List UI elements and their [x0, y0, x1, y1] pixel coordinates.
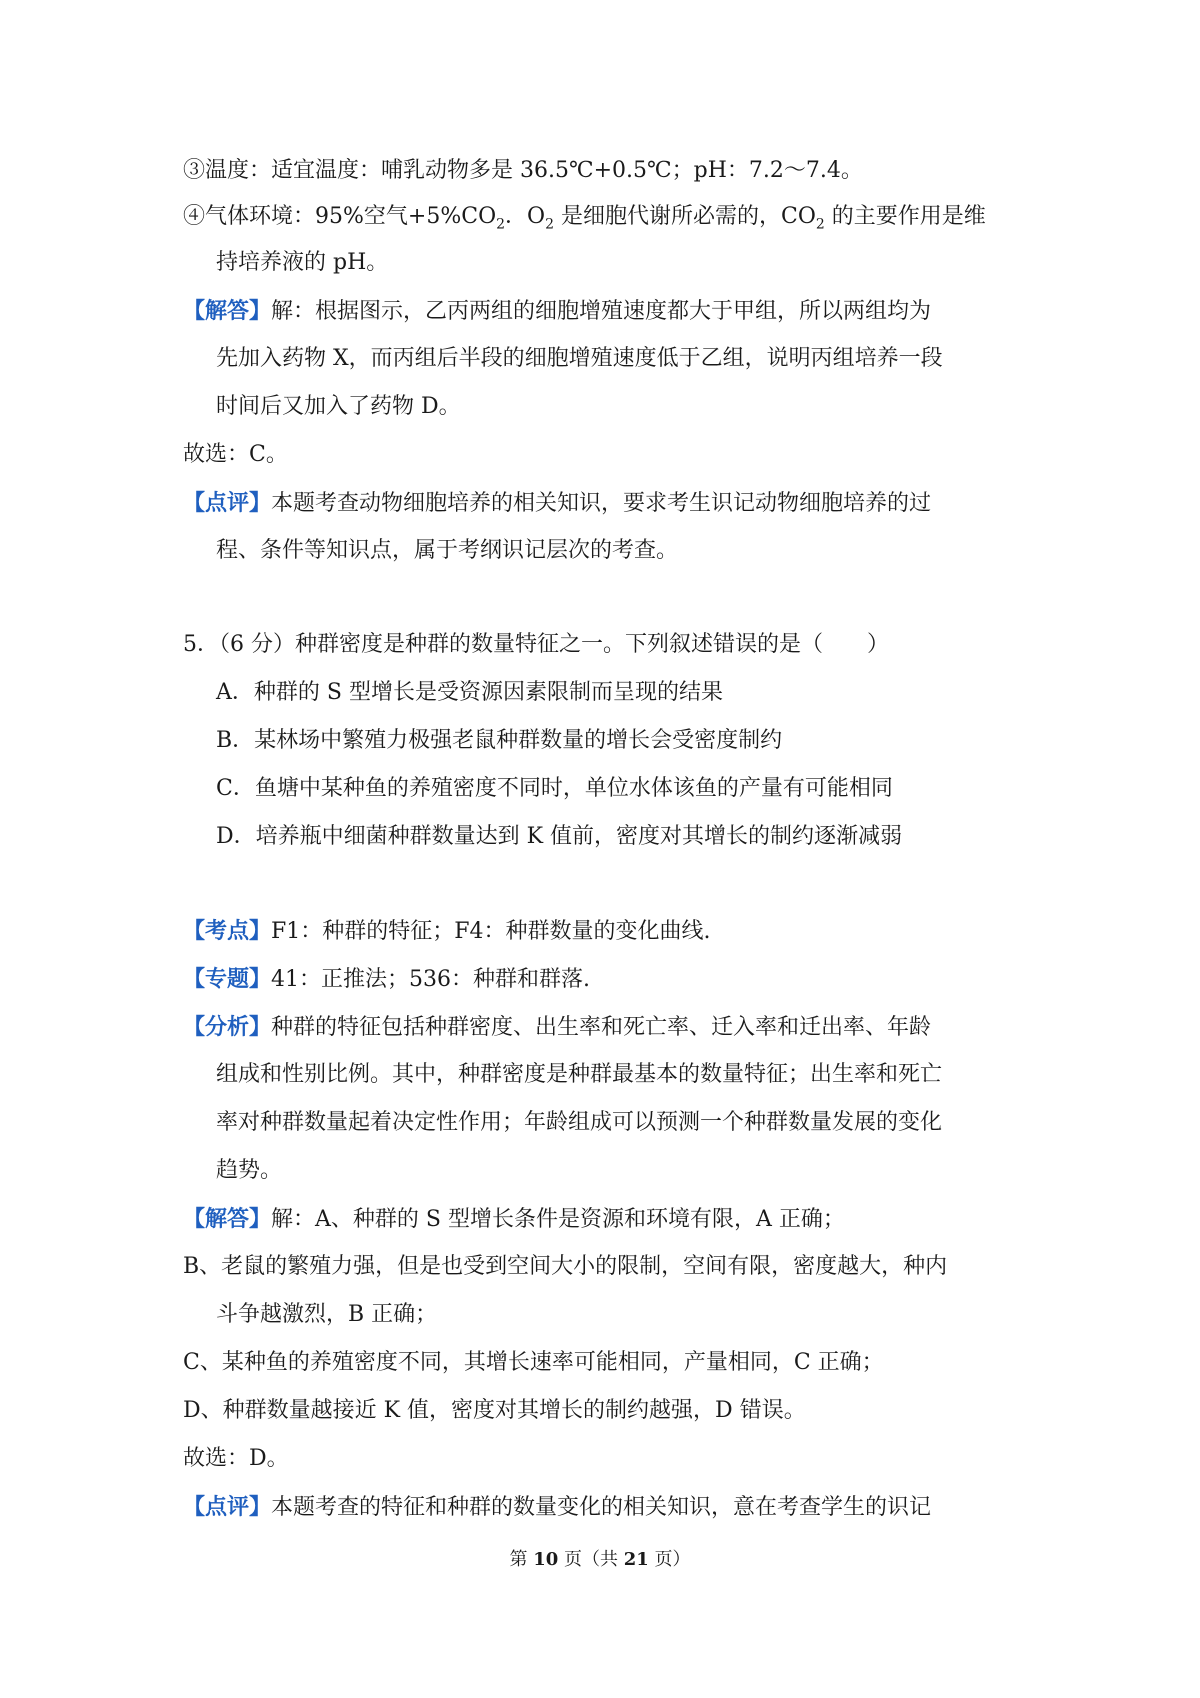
answer5-b1: B、老鼠的繁殖力强，但是也受到空间大小的限制，空间有限，密度越大，种内: [183, 1254, 948, 1279]
kaodian-text: F1：种群的特征；F4：种群数量的变化曲线.: [271, 919, 711, 944]
temperature-line: ③温度：适宜温度：哺乳动物多是 36.5℃+0.5℃；pH：7.2～7.4。: [183, 158, 863, 183]
subscript: 2: [815, 216, 825, 233]
footer-text: 页）: [648, 1549, 691, 1570]
comment-tag: 【点评】: [183, 490, 272, 516]
comment4-text: 本题考查动物细胞培养的相关知识，要求考生识记动物细胞培养的过: [271, 491, 932, 516]
comment4-line1: [183, 488, 931, 519]
answer5-c: C、某种鱼的养殖密度不同，其增长速率可能相同，产量相同，C 正确；: [183, 1350, 884, 1375]
option-a: A．种群的 S 型增长是受资源因素限制而呈现的结果: [216, 680, 723, 705]
gas-text-3: 是细胞代谢所必需的，CO: [554, 204, 816, 229]
subscript: 2: [496, 216, 506, 233]
comment5-text: 本题考查的特征和种群的数量变化的相关知识，意在考查学生的识记: [271, 1495, 932, 1520]
choice5: 故选：D。: [183, 1446, 289, 1471]
question5-stem: 5．（6 分）种群密度是种群的数量特征之一。下列叙述错误的是（ ）: [183, 632, 889, 657]
fenxi-tag: 【分析】: [183, 1014, 272, 1040]
answer4-line3: 时间后又加入了药物 D。: [216, 394, 461, 419]
answer-tag: 【解答】: [183, 298, 272, 324]
page-number: 10: [533, 1549, 559, 1570]
fenxi-line4: 趋势。: [216, 1158, 283, 1183]
option-c: C．鱼塘中某种鱼的养殖密度不同时，单位水体该鱼的产量有可能相同: [216, 776, 893, 801]
answer5-line1: [183, 1204, 845, 1235]
total-pages: 21: [623, 1549, 649, 1570]
answer-tag: 【解答】: [183, 1206, 272, 1232]
comment4-line2: 程、条件等知识点，属于考纲识记层次的考查。: [216, 538, 679, 563]
gas-text-2: ．O: [505, 204, 546, 229]
page-footer: [0, 1548, 1200, 1572]
answer4-line1: [183, 296, 931, 327]
zhuanti-line: [183, 964, 590, 995]
gas-text-1: ④气体环境：95%空气+5%CO: [183, 204, 497, 229]
kaodian-line: [183, 916, 711, 947]
answer4-text: 解：根据图示，乙丙两组的细胞增殖速度都大于甲组，所以两组均为: [271, 299, 932, 324]
option-b: B．某林场中繁殖力极强老鼠种群数量的增长会受密度制约: [216, 728, 783, 753]
fenxi-line2: 组成和性别比例。其中，种群密度是种群最基本的数量特征；出生率和死亡: [216, 1062, 943, 1087]
gas-environment-cont: 持培养液的 pH。: [216, 250, 389, 275]
fenxi-text: 种群的特征包括种群密度、出生率和死亡率、迁入率和迁出率、年龄: [271, 1015, 932, 1040]
comment-tag: 【点评】: [183, 1494, 272, 1520]
footer-text: 第: [509, 1549, 534, 1570]
gas-environment-line: [183, 202, 986, 232]
choice4: 故选：C。: [183, 442, 288, 467]
zhuanti-text: 41：正推法；536：种群和群落.: [271, 967, 590, 992]
answer5-text: 解：A、种群的 S 型增长条件是资源和环境有限，A 正确；: [271, 1207, 845, 1232]
subscript: 2: [545, 216, 554, 233]
answer5-d: D、种群数量越接近 K 值，密度对其增长的制约越强，D 错误。: [183, 1398, 806, 1423]
fenxi-line1: [183, 1012, 931, 1043]
answer4-line2: 先加入药物 X，而丙组后半段的细胞增殖速度低于乙组，说明丙组培养一段: [216, 346, 943, 371]
option-d: D．培养瓶中细菌种群数量达到 K 值前，密度对其增长的制约逐渐减弱: [216, 824, 903, 849]
kaodian-tag: 【考点】: [183, 918, 272, 944]
comment5-line1: [183, 1492, 931, 1523]
fenxi-line3: 率对种群数量起着决定性作用；年龄组成可以预测一个种群数量发展的变化: [216, 1110, 943, 1135]
zhuanti-tag: 【专题】: [183, 966, 272, 992]
footer-text: 页（共: [558, 1549, 624, 1570]
gas-text-4: 的主要作用是维: [824, 204, 986, 229]
answer5-b2: 斗争越激烈，B 正确；: [216, 1302, 438, 1327]
